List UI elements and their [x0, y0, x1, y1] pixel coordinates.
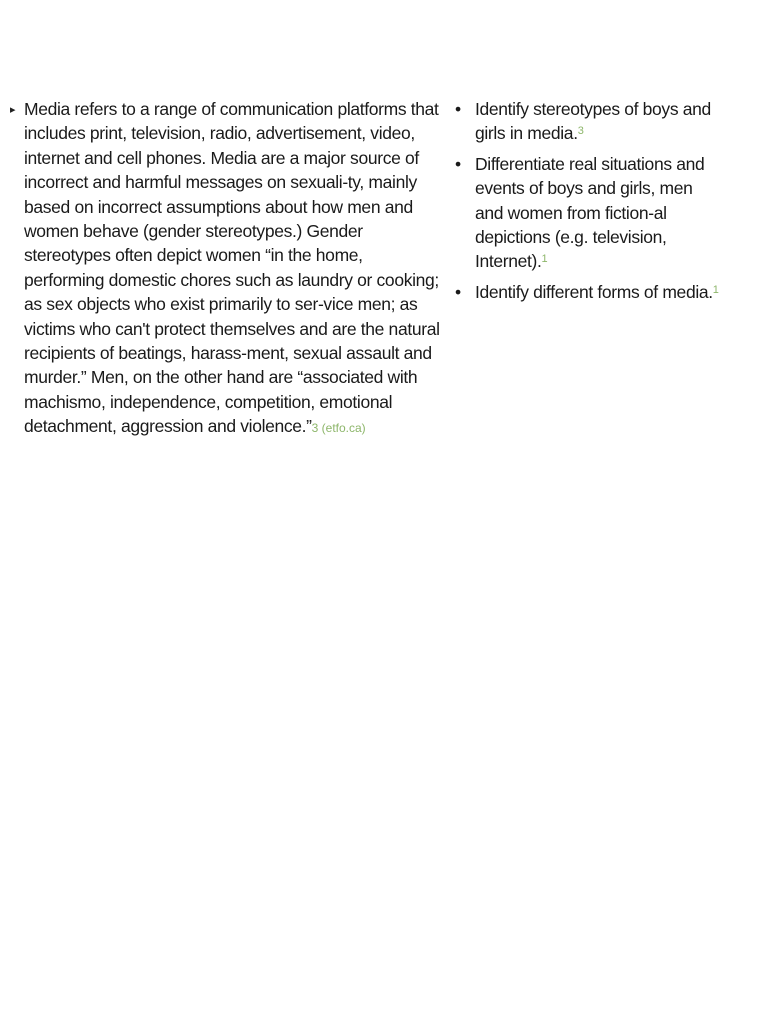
- reference-number: 1: [541, 253, 548, 266]
- left-column: [10, 97, 446, 455]
- list-item: [455, 152, 725, 274]
- list-item-text: Identify different forms of media.: [475, 281, 713, 302]
- objectives-list: [455, 97, 725, 304]
- paragraph-text: Media refers to a range of communication platforms that includes print, television, radio, advertisement, video, internet and cell phones. Media are a major source of incorrect and harmful messages on sexuali-ty, mainly based on incorrect assumptions about how men and women behave (gender stereotypes.) Gender stereotypes often depict women “in the home, performing domestic chores such as laundry or cooking; as sex objects who exist primarily to ser-vice men; as victims who can't protect themselves and are the natural recipients of beatings, harass-ment, sexual assault and murder.” Men, on the other hand are “associated with machismo, independence, competition, emotional detachment, aggression and violence.”: [24, 99, 440, 437]
- triangle-bullet-icon: ▸: [10, 104, 16, 116]
- list-item-text: Identify stereotypes of boys and girls in media.: [475, 99, 711, 144]
- right-column: [455, 97, 725, 310]
- citation-etfo: 3 (etfo.ca): [311, 421, 366, 436]
- media-paragraph: [24, 97, 446, 455]
- list-item-text: Differentiate real situations and events of boys and girls, men and women from fiction-al depictions (e.g. television, Internet).: [475, 153, 705, 272]
- reference-number: 3: [577, 125, 584, 138]
- list-item: [455, 280, 725, 304]
- bullet-icon: •: [455, 281, 462, 302]
- list-item: [455, 97, 725, 146]
- reference-number: 1: [712, 283, 719, 296]
- bullet-icon: •: [455, 153, 462, 174]
- bullet-icon: •: [455, 99, 462, 119]
